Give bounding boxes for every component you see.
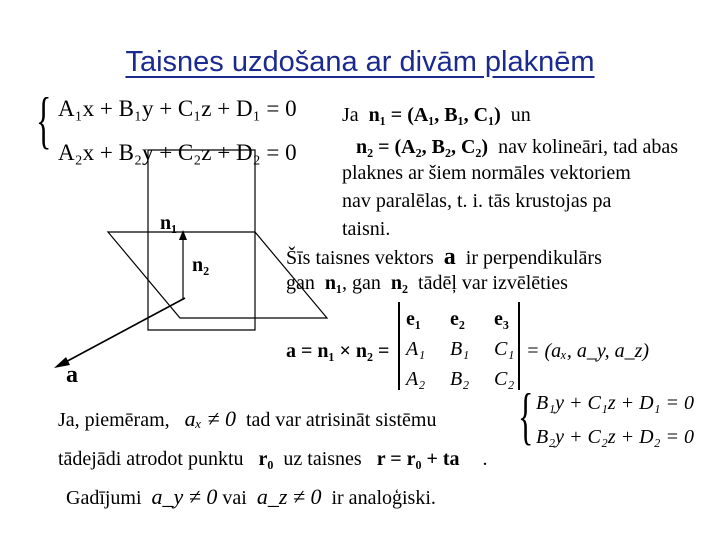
subsystem-equation-2: B₂y + C₂z + D₂ = 0 bbox=[536, 426, 695, 448]
det-cell: C₂ bbox=[494, 368, 515, 390]
det-cell: e₃ bbox=[494, 308, 509, 330]
det-cell: e₁ bbox=[406, 308, 421, 330]
det-cell: B₂ bbox=[450, 368, 470, 390]
subsystem-brace: { bbox=[518, 380, 534, 451]
bottom-line-3: Gadījumi a_y ≠ 0 vai a_z ≠ 0 ir analoģiski. bbox=[66, 484, 436, 509]
slide-title: Taisnes uzdošana ar divām plaknēm bbox=[125, 46, 595, 78]
text-line-5: taisni. bbox=[342, 218, 391, 240]
det-cell: A₁ bbox=[406, 338, 426, 360]
line-vector-equation: r = r₀ + ta bbox=[376, 448, 460, 470]
determinant-right-bar bbox=[518, 302, 520, 390]
figure-label-n2: n₂ bbox=[192, 254, 210, 276]
det-cell: A₂ bbox=[406, 368, 426, 390]
figure-label-n1: n₁ bbox=[160, 212, 178, 234]
subsystem-equation-1: B₁y + C₁z + D₁ = 0 bbox=[536, 392, 695, 414]
text-line-6: Šīs taisnes vektors a ir perpendikulārs bbox=[286, 244, 602, 270]
vector-n2-definition: n₂ = (A₂, B₂, C₂) bbox=[356, 136, 489, 158]
text-line-3: plaknes ar šiem normāles vektoriem bbox=[342, 162, 631, 184]
figure-label-a: a bbox=[66, 362, 78, 388]
det-cell: C₁ bbox=[494, 338, 515, 360]
plane-equation-2: A₂x + B₂y + C₂z + D₂ = 0 bbox=[58, 140, 297, 165]
text-line-1: Ja n₁ = (A₁, B₁, C₁) un bbox=[342, 104, 531, 126]
system-brace: { bbox=[36, 84, 52, 155]
det-cell: e₂ bbox=[450, 308, 465, 330]
bottom-line-1: Ja, piemēram, aₓ ≠ 0 tad var atrisināt sistēmu bbox=[58, 406, 437, 431]
vector-n1-definition: n₁ = (A₁, B₁, C₁) bbox=[368, 104, 501, 126]
direction-a-arrow bbox=[60, 298, 185, 365]
determinant-left-bar bbox=[398, 302, 400, 390]
det-cell: B₁ bbox=[450, 338, 470, 360]
bottom-line-2: tādejādi atrodot punktu r₀ uz taisnes r = r₀ + ta . bbox=[58, 448, 488, 470]
cross-product-lhs: a = n₁ × n₂ = bbox=[286, 340, 390, 362]
cross-product-rhs: = (aₓ, a_y, a_z) bbox=[526, 340, 650, 362]
plane-1-outline bbox=[148, 150, 255, 330]
plane-equation-1: A₁x + B₁y + C₁z + D₁ = 0 bbox=[58, 96, 297, 121]
text-line-7: gan n₁, gan n₂ tādēļ var izvēlēties bbox=[286, 272, 568, 294]
text-line-4: nav paralēlas, t. i. tās krustojas pa bbox=[342, 190, 612, 212]
text-line-2: n₂ = (A₂, B₂, C₂) nav kolineāri, tad abas bbox=[356, 136, 678, 158]
